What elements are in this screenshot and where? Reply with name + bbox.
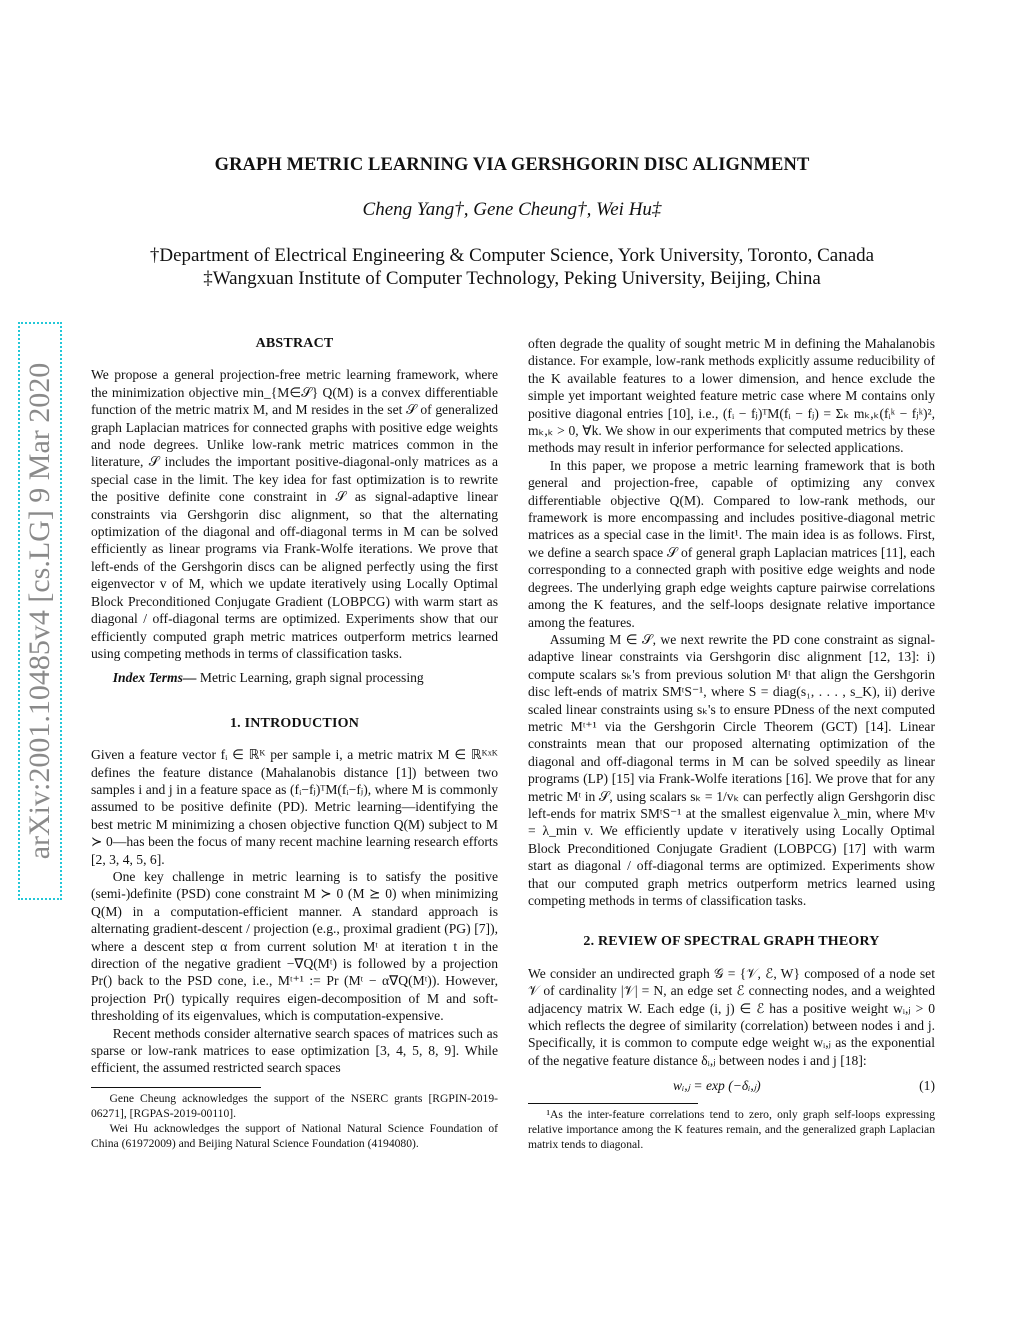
body-paragraph: Assuming M ∈ 𝒮, we next rewrite the PD cone constraint as signal-adaptive linear constraints via Gershgorin disc alignment [12, 13]: i) compute scalars sₖ's from previous solution Mᵗ that align the Gershgorin disc left-ends of matrix SMᵗS⁻¹, where S = diag(s₁, . . . , s_K), ii) derive scaled linear constraints using sₖ's to ensure PDness of the next computed metric Mᵗ⁺¹ via the Gershgorin Circle Theorem (GCT) [14]. Linear constraints mean that our proposed alternating optimization of the diagonal and off-diagonal terms in M can be solved speedily as linear programs (LP) [15] via Frank-Wolfe iterations [16]. We prove that for any metric Mᵗ in 𝒮, using scalars sₖ = 1/vₖ can perfectly align Gershgorin disc left-ends for matrix SMᵗS⁻¹ at the smallest eigenvalue λ_min, where Mᵗv = λ_min v. We efficiently update v iteratively using Locally Optimal Block Preconditioned Conjugate Gradient (LOBPCG) [17] with warm start as diagonal / off-diagonal terms are optimized. Experiments show that our computed graph metrics outperform metrics learned using competing methods in terms of classification tasks. (528, 631, 935, 908)
footnote: ¹As the inter-feature correlations tend to zero, only graph self-loops expressing relative importance among the K features remain, and the generalized graph Laplacian matrix tends to diagonal. (528, 1107, 935, 1151)
equation: wᵢ,ⱼ = exp (−δᵢ,ⱼ) (673, 1078, 761, 1094)
authors: Cheng Yang†, Gene Cheung†, Wei Hu‡ (362, 199, 662, 220)
index-terms-label: Index Terms— (112, 670, 197, 686)
section2-paragraph: We consider an undirected graph 𝒢 = {𝒱, ℰ, W} composed of a node set 𝒱 of cardinality |𝒱| = N, an edge set ℰ connecting nodes, and a weighted adjacency matrix W. Each edge (i, j) ∈ ℰ has a positive weight wᵢ,ⱼ > 0 which reflects the degree of similarity (correlation) between nodes i and j. Specifically, it is common to compute edge weight wᵢ,ⱼ as the exponential of the negative feature distance δᵢ,ⱼ between nodes i and j [18]: (528, 965, 935, 1068)
intro-paragraph: One key challenge in metric learning is to satisfy the positive (semi-)definite (PSD) cone constraint M ≻ 0 (M ⪰ 0) when minimizing Q(M) in a computation-efficient manner. A standard approach is alternating gradient-descent / projection (e.g., proximal gradient (PG) [7]), where a descent step α from current solution Mᵗ at iteration t in the direction of the negative gradient −∇Q(Mᵗ) is followed by a projection Pr() back to the PSD cone, i.e., Mᵗ⁺¹ := Pr (Mᵗ − α∇Q(Mᵗ)). However, projection Pr() typically requires eigen-decomposition of M and soft-thresholding of its eigenvalues, which is computation-expensive. (91, 868, 498, 1024)
index-terms-text: Metric Learning, graph signal processing (196, 670, 424, 686)
footnote-rule (91, 1087, 261, 1088)
abstract-text: We propose a general projection-free metric learning framework, where the minimization objective min_{M∈𝒮} Q(M) is a convex differentiable function of the metric matrix M, and M resides in the set 𝒮 of generalized graph Laplacian matrices for connected graphs with positive edge weights and node degrees. Unlike low-rank metric matrices common in the literature, 𝒮 includes the important positive-diagonal-only matrices as a special case in the limit. The key idea for fast optimization is to rewrite the positive definite cone constraint in 𝒮 as signal-adaptive linear constraints via Gershgorin disc alignment, so that the alternating optimization of the diagonal and off-diagonal terms in M can be solved efficiently as linear programs via Frank-Wolfe iterations. We prove that left-ends of the Gershgorin discs can be aligned perfectly using the first eigenvector v of M, which we update iteratively using Locally Optimal Block Preconditioned Conjugate Gradient (LOBPCG) with warm start as diagonal / off-diagonal terms are optimized. Experiments show that our efficiently computed graph metric matrices outperform metrics learned using competing methods in terms of classification tasks. (91, 367, 498, 661)
body-paragraph: often degrade the quality of sought metric M in defining the Mahalanobis distance. For example, low-rank methods explicitly assume reducibility of the K available features to a lower dimension, and hence exclude the simple yet important weighted feature metric case where M contains only positive diagonal entries [10], i.e., (fᵢ − fⱼ)ᵀM(fᵢ − fⱼ) = Σₖ mₖ,ₖ(fᵢᵏ − fⱼᵏ)², mₖ,ₖ > 0, ∀k. We show in our experiments that computed metrics by these methods may result in inferior performance for selected applications. (528, 336, 935, 456)
index-terms (91, 669, 498, 686)
footnote-rule (528, 1103, 698, 1104)
intro-heading: 1. INTRODUCTION (229, 715, 359, 731)
equation-1 (528, 1077, 935, 1094)
intro-paragraph: Given a feature vector fᵢ ∈ ℝᴷ per sample i, a metric matrix M ∈ ℝᴷˣᴷ defines the feature distance (Mahalanobis distance [1]) between two samples i and j in a feature space as (fᵢ−fⱼ)ᵀM(fᵢ−fⱼ), where M is commonly assumed to be positive definite (PD). Metric learning—identifying the best metric M minimizing a chosen objective function Q(M) subject to M ≻ 0—has been the focus of many recent machine learning research efforts [2, 3, 4, 5, 6]. (91, 747, 498, 867)
paper-title: GRAPH METRIC LEARNING VIA GERSHGORIN DISC ALIGNMENT (214, 155, 810, 175)
footnote: Wei Hu acknowledges the support of National Natural Science Foundation of China (61972009) and Beijing Natural Science Foundation (4194080). (91, 1121, 498, 1150)
abstract-heading: ABSTRACT (255, 336, 334, 351)
arxiv-stamp (18, 322, 62, 900)
affiliation-2: ‡Wangxuan Institute of Computer Technology, Peking University, Beijing, China (203, 268, 821, 289)
section2-heading: 2. REVIEW OF SPECTRAL GRAPH THEORY (583, 934, 880, 950)
left-column (91, 335, 498, 1151)
arxiv-id: arXiv:2001.10485v4 [cs.LG] 9 Mar 2020 (23, 362, 56, 860)
body-paragraph: In this paper, we propose a metric learning framework that is both general and projection-free, capable of optimizing any convex differentiable objective Q(M). Compared to low-rank methods, our framework is more encompassing and includes positive-diagonal metric matrices as a special case in the limit¹. The main idea is as follows. First, we define a search space 𝒮 of general graph Laplacian matrices [11], each corresponding to a connected graph with positive edge weights and node degrees. The underlying graph edge weights capture pairwise correlations among the K features, and the self-loops designate relative importance among the features. (528, 457, 935, 630)
intro-paragraph: Recent methods consider alternative search spaces of matrices such as sparse or low-rank matrices to ease optimization [3, 4, 5, 8, 9]. While efficient, the assumed restricted search spaces (91, 1025, 498, 1076)
right-column (528, 335, 935, 1152)
affiliation-1: †Department of Electrical Engineering & Computer Science, York University, Toronto, Canada (149, 245, 875, 266)
equation-number: (1) (919, 1078, 935, 1094)
footnote: Gene Cheung acknowledges the support of the NSERC grants [RGPIN-2019-06271], [RGPAS-2019-00110]. (91, 1091, 498, 1120)
